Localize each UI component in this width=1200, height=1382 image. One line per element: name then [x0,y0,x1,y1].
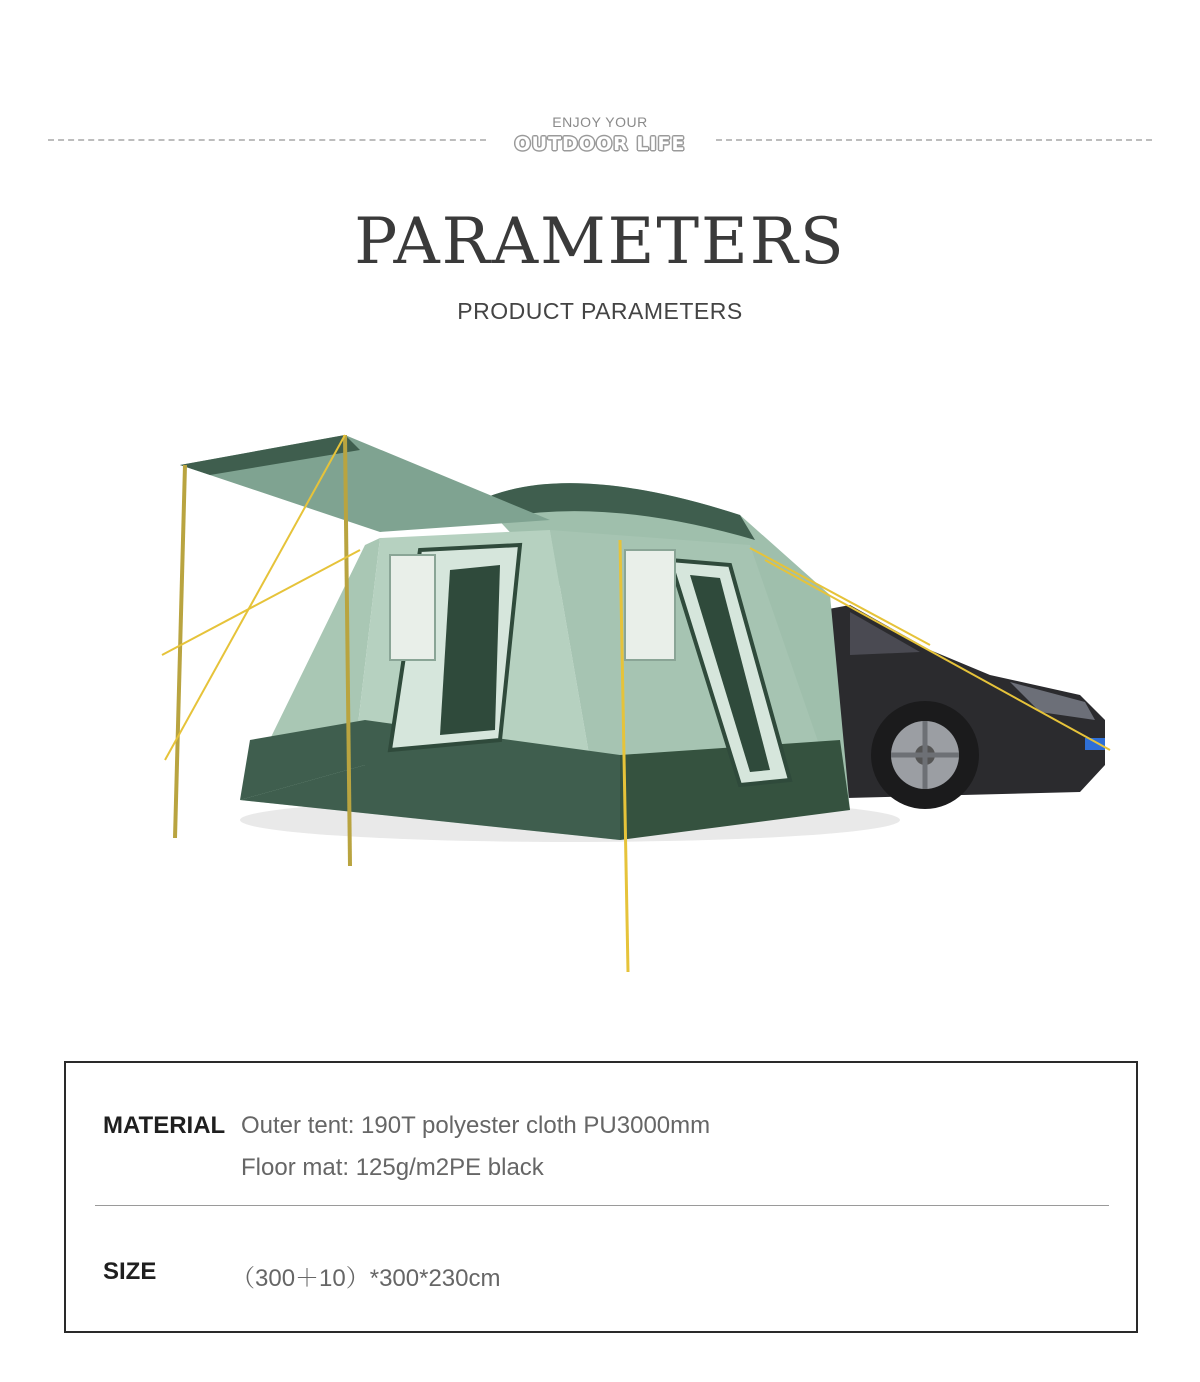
size-value: （300＋10）*300*230cm [231,1265,501,1292]
spec-row-divider [95,1205,1109,1206]
size-label: SIZE [103,1258,157,1285]
material-line-1: Outer tent: 190T polyester cloth PU3000mm [241,1112,711,1139]
tagline-top: ENJOY YOUR [552,114,648,130]
page-title: PARAMETERS [354,205,846,279]
tent-body [240,483,850,840]
tagline-bottom: OUTDOOR LIFE [514,133,686,155]
page-subtitle: PRODUCT PARAMETERS [457,298,743,324]
awning [180,435,550,532]
material-label: MATERIAL [103,1112,226,1139]
tent-product-image [150,420,1120,990]
spec-table [64,1061,1138,1333]
material-line-2: Floor mat: 125g/m2PE black [241,1154,544,1181]
